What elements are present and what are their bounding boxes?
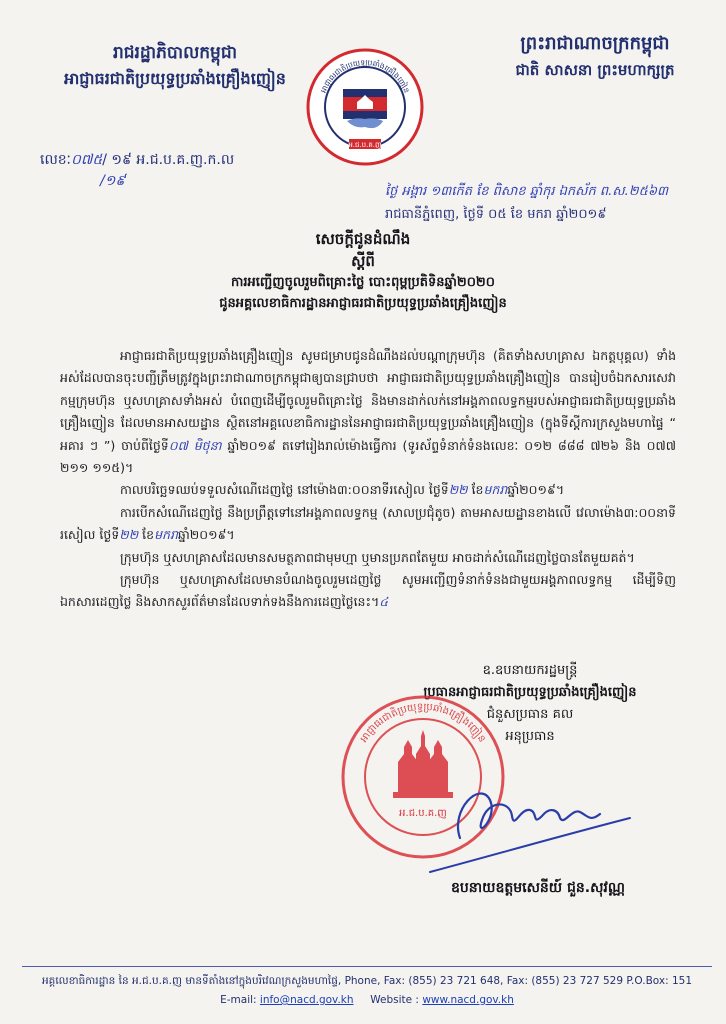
signer-name: ឧបនាយឧត្តមសេនីយ៍ ជួន.សុវណ្ណ [451, 880, 625, 896]
title-recipient: ជូនអគ្គលេខាធិការដ្ឋានអាជ្ញាធរជាតិប្រយុទ្ធប្រឆាំងគ្រឿងញៀន [219, 296, 507, 311]
seal-abbrev: អ.ជ.ប.គ.ញ [348, 141, 382, 149]
reference-number [40, 150, 234, 192]
body-paragraph-4: ក្រុមហ៊ុន ឬសហគ្រាសដែលមានសមត្ថភាពជាមុមហ្មា ឬមានប្រភពតែមួយ អាចដាក់សំណើដេញថ្លៃបានតែមួយគត់។ [120, 549, 635, 565]
p3-handwritten-month: មករា [154, 527, 178, 543]
p2-text-c: ឆ្នាំ២០១៩។ [507, 482, 565, 498]
footer-website-label: Website : [370, 994, 423, 1006]
kingdom-name: ព្រះរាជាណាចក្រកម្ពុជា [520, 33, 670, 54]
body-paragraph-3 [60, 502, 676, 547]
p2-text-b: ខែ [467, 482, 484, 498]
reference-handwritten-number: ០៧៥ [70, 152, 103, 168]
signatory-deputy: អនុប្រធាន [505, 729, 555, 744]
footer [22, 972, 712, 1010]
reference-code: / ១៩ អ.ជ.ប.គ.ញ.ក.ល [102, 152, 235, 168]
p1-tail: ឆ្នាំ២០១៩ តទៅរៀងរាល់ម៉ោងធ្វើការ (ទូរស័ព្ទទំនាក់ទំនងលេខៈ ០១២ ៨៨៨ ៧២៦ និង ០៧៧ ២១១ ១១៥)។ [60, 437, 676, 476]
footer-email-link[interactable]: info@nacd.gov.kh [259, 994, 354, 1006]
solar-date: រាជធានីភ្នំពេញ, ថ្ងៃទី ០៥ ខែ មករា ឆ្នាំ២០១៩ [385, 207, 607, 222]
p2-handwritten-day: ២២ [448, 482, 468, 498]
document-title-block [130, 228, 596, 314]
lunar-date: ថ្ងៃ អង្គារ ១៣កើត ខែ ពិសាខ ឆ្នាំកុរ ឯកស័ក ព.ស.២៥៦៣ [385, 184, 669, 199]
signatory-title: ឧ.ឧបនាយករដ្ឋមន្ត្រី [482, 663, 578, 678]
footer-website-link[interactable]: www.nacd.gov.kh [422, 994, 514, 1006]
p1-text: អាជ្ញាធរជាតិប្រយុទ្ធប្រឆាំងគ្រឿងញៀន សូមជម្រាបជូនដំណឹងដល់បណ្តាក្រុមហ៊ុន (គិតទាំងសហគ្រាស ឯកត្តបុគ្គល) ទាំងអស់ដែលបានចុះបញ្ជីត្រឹមត្រូវក្នុងព្រះរាជាណាចក្រកម្ពុជាឲ្យបានជ្រាបថា អាជ្ញាធរជាតិប្រយុទ្ធប្រឆាំងគ្រឿងញៀន បានរៀបចំឯកសារសេវាកម្មក្រុមហ៊ុន ឬសហគ្រាសទាំងអស់ បំពេញដើម្បីចូលរួមពិគ្រោះថ្លៃ និងមានដាក់លក់នៅអង្គភាពលទ្ធកម្មរបស់អាជ្ញាធរជាតិប្រយុទ្ធប្រឆាំងគ្រឿងញៀន ដែលមានអាសយដ្ឋាន ស្ថិតនៅអគ្គលេខាធិការដ្ឋាននៃអាជ្ញាធរជាតិប្រយុទ្ធប្រឆាំងគ្រឿងញៀន (ក្នុងទីស្តីការក្រសួងមហាផ្ទៃ “ អគារ ៗ ”) ចាប់ពីថ្ងៃទី [60, 348, 676, 453]
authority-seal-logo [305, 47, 425, 167]
p5-text: ក្រុមហ៊ុន ឬសហគ្រាសដែលមានបំណងចូលរួមដេញថ្លៃ សូមអញ្ជើញទំនាក់ទំនងជាមួយអង្គភាពលទ្ធកម្ម ដើម្បីទិញឯកសារដេញថ្លៃ និងសាកសួរព័ត៌មានដែលទាក់ទងនឹងការដេញថ្លៃនេះ។ [60, 572, 676, 610]
p5-handwritten-mark: ៤ [379, 594, 389, 610]
document-title: សេចក្តីជូនដំណឹង [315, 230, 411, 248]
seal-ring-text: អាជ្ញាធរជាតិប្រយុទ្ធប្រឆាំងគ្រឿងញៀន [318, 57, 412, 95]
p2-text-a: កាលបរិច្ឆេទឈប់ទទួលសំណើដេញថ្លៃ នៅម៉ោង៣:០០នាទីរសៀល ថ្ងៃទី [120, 482, 449, 498]
signatory-on-behalf: ជំនួសប្រធាន គល [486, 707, 574, 722]
header-left [30, 40, 320, 92]
p3-handwritten-day: ២២ [119, 527, 139, 543]
footer-contact [22, 991, 712, 1010]
p3-text-b: ខែ [138, 527, 155, 543]
header-right [480, 30, 710, 82]
body-paragraph-5 [60, 569, 676, 614]
national-motto: ជាតិ សាសនា ព្រះមហាក្សត្រ [515, 61, 675, 79]
p2-handwritten-month: មករា [483, 482, 508, 498]
body-paragraph-2 [60, 479, 676, 501]
title-about: ស្តីពី [351, 252, 375, 270]
signatory-position: ប្រធានអាជ្ញាធរជាតិប្រយុទ្ធប្រឆាំងគ្រឿងញៀន [423, 685, 637, 700]
authority-name: អាជ្ញាធរជាតិប្រយុទ្ធប្រឆាំងគ្រឿងញៀន [64, 69, 286, 88]
footer-email-label: E-mail: [220, 994, 260, 1006]
document-body [60, 345, 676, 614]
body-paragraph-1 [60, 345, 676, 479]
p3-text-c: ឆ្នាំ២០១៩។ [177, 527, 235, 543]
title-subject: ការអញ្ជើញចូលរួមពិគ្រោះថ្លៃ បោះពុម្ពប្រតិទិនឆ្នាំ២០២០ [231, 275, 495, 290]
government-name: រាជរដ្ឋាភិបាលកម្ពុជា [112, 43, 238, 63]
reference-prefix: លេខៈ [40, 152, 71, 168]
footer-divider [22, 966, 712, 967]
footer-address: អគ្គលេខាធិការដ្ឋាន នៃ អ.ជ.ប.គ.ញ មានទីតាំងនៅក្នុងបរិវេណក្រសួងមហាផ្ទៃ, Phone, Fax: (855) 23 721 648, Fax: (855) 23 727 529 P.O.Box: 151 [41, 975, 693, 987]
stamp-abbrev: អ.ជ.ប.គ.ញ [399, 808, 447, 819]
p3-text-a: ការបើកសំណើដេញថ្លៃ នឹងប្រព្រឹត្តទៅនៅអង្គភាពលទ្ធកម្ម (សាលប្រជុំតូច) តាមអាសយដ្ឋានខាងលើ វេលាម៉ោង៣:០០នាទីរសៀល ថ្ងៃទី [60, 504, 676, 543]
handwritten-signature [420, 760, 640, 880]
reference-handwritten-sub: /១៩ [100, 173, 126, 189]
p1-handwritten-date: ០៧ មិថុនា [168, 437, 222, 453]
stamp-ring-text: អាជ្ញាធរជាតិប្រយុទ្ធប្រឆាំងគ្រឿងញៀន [358, 701, 488, 745]
